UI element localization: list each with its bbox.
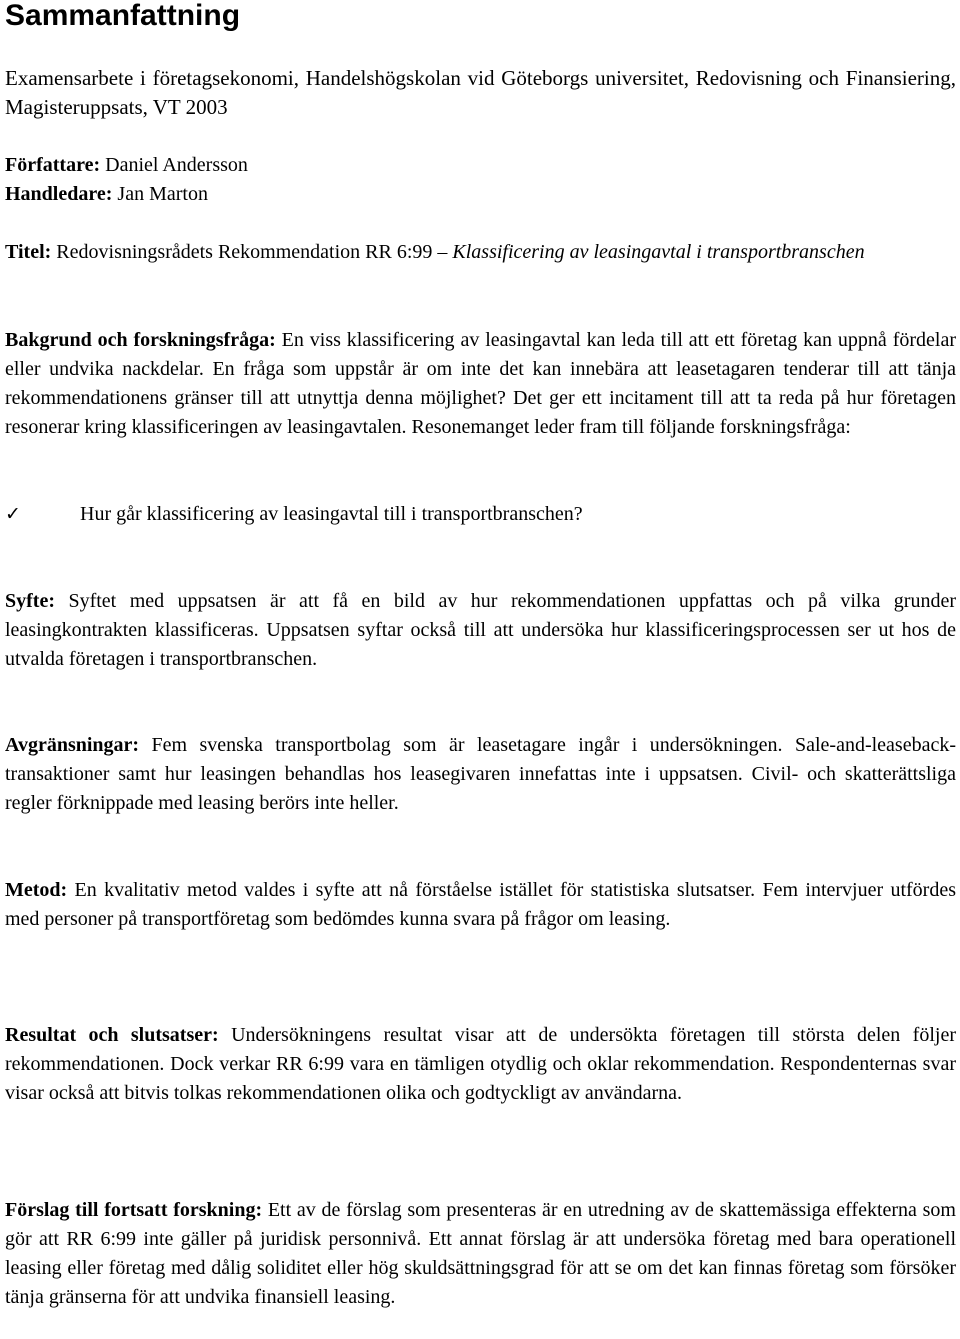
background-label: Bakgrund och forskningsfråga: — [5, 329, 276, 351]
method-text: En kvalitativ metod valdes i syfte att nå förståelse istället för statistiska slutsatser. Fem intervjuer utfördes med personer på transportföretag som bedömdes kunna svara på frågor om leasing. — [5, 879, 956, 930]
results-label: Resultat och slutsatser: — [5, 1024, 219, 1046]
background-section — [5, 326, 956, 442]
method-section — [5, 876, 956, 934]
method-label: Metod: — [5, 879, 68, 901]
results-section — [5, 1021, 956, 1108]
purpose-text: Syftet med uppsatsen är att få en bild av hur rekommendationen uppfattas och på vilka grunder leasingkontrakten klassificeras. Uppsatsen syftar också till att undersöka hur klassificeringsprocessen ser ut hos de utvalda företagen i transportbranschen. — [5, 590, 956, 670]
program-line: Examensarbete i företagsekonomi, Handelshögskolan vid Göteborgs universitet, Redovisning och Finansiering, Magisteruppsats, VT 2003 — [5, 66, 956, 119]
author-label: Författare: — [5, 154, 101, 176]
delimitations-text: Fem svenska transportbolag som är leasetagare ingår i undersökningen. Sale-and-leaseback-transaktioner samt hur leasingen behandlas hos leasegivaren innefattas inte i uppsatsen. Civil- och skatterättsliga regler förknippade med leasing berörs inte heller. — [5, 734, 956, 814]
page-title: Sammanfattning — [5, 0, 241, 32]
further-research-text: Ett av de förslag som presenteras är en utredning av de skattemässiga effekterna som gör att RR 6:99 inte gäller på juridisk personnivå. Ett annat förslag är att undersöka företag med bara operationell leasing eller företag med dålig soliditet eller hög skuldsättningsgrad för att se om det kan finnas företag som försöker tänja gränserna för att undvika finansiell leasing. — [5, 1199, 956, 1308]
checkmark-icon: ✓ — [5, 503, 21, 525]
further-research-section — [5, 1196, 956, 1312]
purpose-label: Syfte: — [5, 590, 55, 612]
background-text: En viss klassificering av leasingavtal kan leda till att ett företag kan uppnå fördelar eller undvika nackdelar. En fråga som uppstår är om inte det kan innebära att leasetagaren tenderar till att tänja rekommendationens gränser till att utnyttja denna möjlighet? Det ger ett incitament till att ta reda på hur företagen resonerar kring klassificeringen av leasingavtalen. Resonemanget leder fram till följande forskningsfråga: — [5, 329, 956, 438]
author-value: Daniel Andersson — [100, 154, 248, 176]
author-line — [5, 151, 956, 180]
delimitations-label: Avgränsningar: — [5, 734, 140, 756]
title-section — [5, 238, 956, 267]
title-value-italic: Klassificering av leasingavtal i transportbranschen — [452, 241, 865, 263]
supervisor-line — [5, 180, 956, 209]
delimitations-section — [5, 731, 956, 818]
supervisor-label: Handledare: — [5, 183, 113, 205]
research-question-text: Hur går klassificering av leasingavtal till i transportbranschen? — [80, 503, 583, 525]
title-label: Titel: — [5, 241, 52, 263]
supervisor-value: Jan Marton — [112, 183, 208, 205]
further-research-label: Förslag till fortsatt forskning: — [5, 1199, 263, 1221]
results-text: Undersökningens resultat visar att de undersökta företagen till största delen följer rekommendationen. Dock verkar RR 6:99 vara en tämligen otydlig och oklar rekommendation. Respondenternas svar visar också att bitvis tolkas rekommendationen olika och godtyckligt av användarna. — [5, 1024, 956, 1104]
title-value: Redovisningsrådets Rekommendation RR 6:99 – — [51, 241, 453, 263]
purpose-section — [5, 587, 956, 674]
